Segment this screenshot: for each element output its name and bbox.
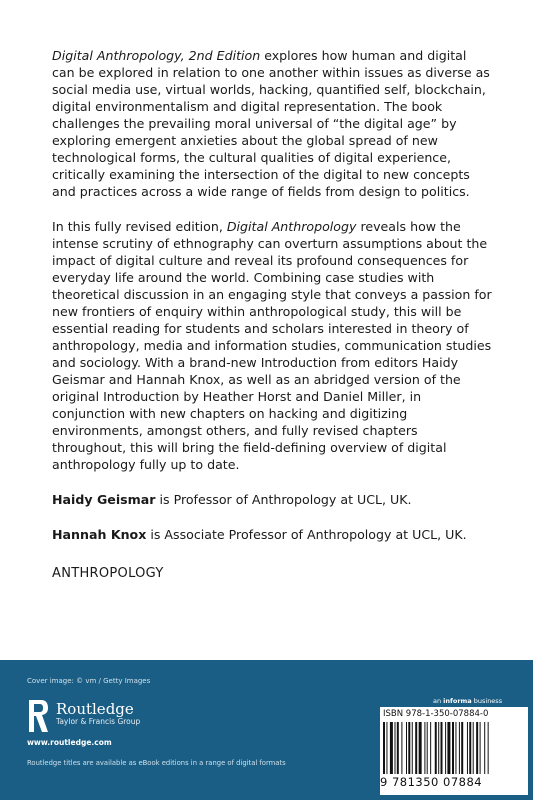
barcode-bar bbox=[415, 722, 417, 774]
book-title: Digital Anthropology, 2nd Edition bbox=[52, 48, 261, 63]
barcode-bar bbox=[395, 722, 396, 774]
author-bio-text: is Professor of Anthropology at UCL, UK. bbox=[155, 492, 412, 507]
barcode-bar bbox=[424, 722, 425, 774]
author-name: Hannah Knox bbox=[52, 527, 147, 542]
barcode-bar bbox=[447, 722, 450, 774]
barcode-bar bbox=[427, 722, 428, 774]
informa-prefix: an bbox=[433, 697, 444, 705]
barcode-bar bbox=[397, 722, 399, 774]
routledge-logo-icon bbox=[27, 699, 50, 733]
barcode-bar bbox=[461, 722, 463, 774]
ebook-note: Routledge titles are available as eBook editions in a range of digital formats bbox=[27, 759, 286, 767]
barcode-digits: 9 781350 07884 bbox=[380, 775, 483, 789]
barcode-bar bbox=[406, 722, 407, 774]
barcode-bar bbox=[476, 722, 478, 774]
book-title-inline: Digital Anthropology bbox=[226, 219, 357, 234]
barcode-bar bbox=[484, 722, 485, 774]
isbn-barcode bbox=[380, 707, 528, 795]
barcode-bar bbox=[412, 722, 413, 774]
author-bio-text: is Associate Professor of Anthropology at UCL, UK. bbox=[146, 527, 467, 542]
informa-business-label bbox=[433, 697, 502, 705]
author-name: Haidy Geismar bbox=[52, 492, 156, 507]
publisher-website: www.routledge.com bbox=[27, 738, 112, 747]
barcode-icon bbox=[383, 722, 525, 774]
barcode-bar bbox=[459, 722, 460, 774]
author-bio-2 bbox=[52, 526, 492, 543]
description-text-2a: In this fully revised edition, bbox=[52, 219, 227, 234]
barcode-bar bbox=[390, 722, 393, 774]
barcode-bar bbox=[438, 722, 439, 774]
barcode-bar bbox=[467, 722, 468, 774]
barcode-bar bbox=[488, 722, 489, 774]
publisher-footer bbox=[0, 660, 533, 800]
barcode-bar bbox=[386, 722, 387, 774]
barcode-bar bbox=[473, 722, 474, 774]
publisher-group: Taylor & Francis Group bbox=[56, 717, 141, 726]
isbn-text: ISBN 978-1-350-07884-0 bbox=[383, 709, 489, 719]
barcode-bar bbox=[480, 722, 481, 774]
author-bio-1 bbox=[52, 491, 492, 508]
description-text-2b: reveals how the intense scrutiny of ethnography can overturn assumptions about the impact of digital culture and reveal its profound consequences for everyday life around the world. Combining case studies with theoretical discussion in an engaging style that conveys a passion for new frontiers of enquiry within anthropological study, this will be essential reading for students and scholars interested in theory of anthropology, media and information studies, communication studies and sociology. With a brand-new Introduction from editors Haidy Geismar and Hannah Knox, as well as an abridged version of the original Introduction by Heather Horst and Daniel Miller, in conjunction with new chapters on hacking and digitizing environments, amongst others, and fully revised chapters throughout, this will bring the field-defining overview of digital anthropology fully up to date. bbox=[52, 219, 492, 472]
cover-credit: Cover image: © vm / Getty Images bbox=[27, 677, 151, 685]
barcode-bar bbox=[452, 722, 454, 774]
description-paragraph-1 bbox=[52, 47, 492, 200]
barcode-bar bbox=[441, 722, 443, 774]
description-text-1: explores how human and digital can be explored in relation to one another within issues as diverse as social media use, virtual worlds, hacking, quantified self, blockchain, digital environmentalism and digital representation. The book challenges the prevailing moral universal of “the digital age” by exploring emergent anxieties about the global spread of new technological forms, the cultural qualities of digital experience, critically examining the intersection of the digital to new concepts and practices across a wide range of fields from design to politics. bbox=[52, 48, 490, 199]
publisher-logo-text bbox=[56, 701, 140, 727]
barcode-bar bbox=[383, 722, 385, 774]
description-paragraph-2 bbox=[52, 218, 492, 473]
informa-suffix: business bbox=[471, 697, 503, 705]
barcode-bar bbox=[435, 722, 437, 774]
barcode-bar bbox=[408, 722, 410, 774]
back-cover-text bbox=[52, 47, 492, 582]
barcode-bar bbox=[455, 722, 456, 774]
publisher-name: Routledge bbox=[56, 700, 134, 718]
barcode-bar bbox=[401, 722, 402, 774]
subject-category: ANTHROPOLOGY bbox=[52, 566, 164, 581]
barcode-bar bbox=[419, 722, 422, 774]
informa-brand: informa bbox=[443, 697, 472, 705]
barcode-bar bbox=[445, 722, 446, 774]
barcode-bar bbox=[430, 722, 431, 774]
barcode-bar bbox=[469, 722, 471, 774]
